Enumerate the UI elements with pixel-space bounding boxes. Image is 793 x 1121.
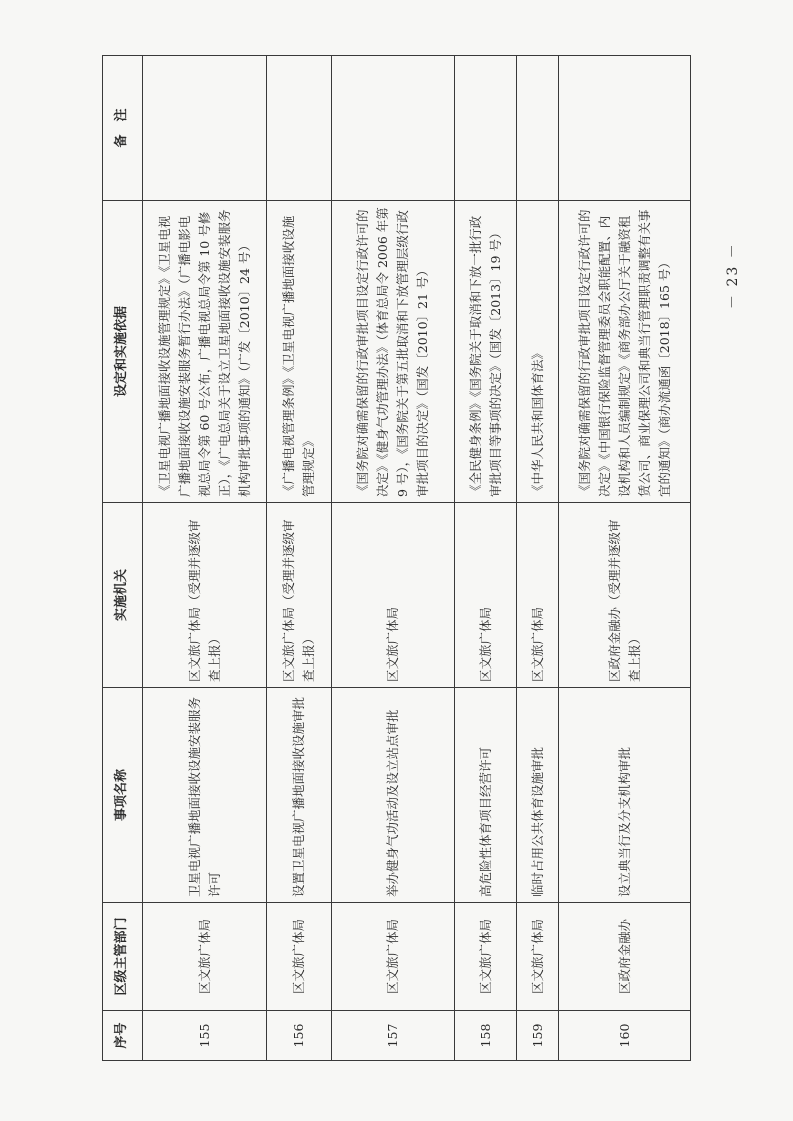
cell-department: 区文旅广体局 <box>517 903 559 1011</box>
cell-item-name: 举办健身气功活动及设立站点审批 <box>332 688 455 903</box>
cell-item-name: 高危险性体育项目经营许可 <box>455 688 517 903</box>
cell-item-name: 卫星电视广播地面接收设施安装服务许可 <box>143 688 267 903</box>
cell-note <box>559 56 691 201</box>
cell-no: 159 <box>517 1011 559 1061</box>
table-header-row <box>103 56 143 1061</box>
cell-note <box>455 56 517 201</box>
cell-basis: 《全民健身条例》《国务院关于取消和下放一批行政审批项目等事项的决定》（国发〔2013〕19 号） <box>455 201 517 503</box>
header-no: 序号 <box>103 1011 143 1061</box>
cell-no: 160 <box>559 1011 691 1061</box>
cell-basis: 《卫星电视广播地面接收设施管理规定》《卫星电视广播地面接收设施安装服务暂行办法》（广播电影电视总局令第 60 号公布，广播电视总局令第 10 号修正），《广电总局关于设立卫星地面接收设施安装服务机构审批事项的通知》（广发〔2010〕24 号） <box>143 201 267 503</box>
cell-note <box>143 56 267 201</box>
cell-basis: 《国务院对确需保留的行政审批项目设定行政许可的决定》《中国银行保险监督管理委员会职能配置、内设机构和人员编制规定》《商务部办公厅关于融资租赁公司、商业保理公司和典当行管理职责调整有关事宜的通知》（商办流通函〔2018〕165 号） <box>559 201 691 503</box>
cell-agency: 区文旅广体局 <box>332 503 455 688</box>
table-row <box>267 56 332 1061</box>
cell-note <box>517 56 559 201</box>
cell-agency: 区文旅广体局（受理并逐级审查上报） <box>267 503 332 688</box>
header-basis: 设定和实施依据 <box>103 201 143 503</box>
cell-department: 区文旅广体局 <box>143 903 267 1011</box>
cell-agency: 区文旅广体局 <box>455 503 517 688</box>
cell-note <box>332 56 455 201</box>
table-row <box>332 56 455 1061</box>
header-item-name: 事项名称 <box>103 688 143 903</box>
cell-no: 156 <box>267 1011 332 1061</box>
cell-no: 155 <box>143 1011 267 1061</box>
cell-agency: 区文旅广体局 <box>517 503 559 688</box>
cell-department: 区文旅广体局 <box>455 903 517 1011</box>
cell-department: 区政府金融办 <box>559 903 691 1011</box>
cell-item-name: 设置卫星电视广播地面接收设施审批 <box>267 688 332 903</box>
cell-no: 157 <box>332 1011 455 1061</box>
table-row <box>517 56 559 1061</box>
table-row <box>143 56 267 1061</box>
cell-agency: 区文旅广体局（受理并逐级审查上报） <box>143 503 267 688</box>
cell-department: 区文旅广体局 <box>267 903 332 1011</box>
header-agency: 实施机关 <box>103 503 143 688</box>
table-row <box>455 56 517 1061</box>
cell-basis: 《国务院对确需保留的行政审批项目设定行政许可的决定》《健身气功管理办法》（体育总局令 2006 年第 9 号），《国务院关于第五批取消和下放管理层级行政审批项目的决定》（国发〔2010〕21 号） <box>332 201 455 503</box>
page-number: － 23 － <box>725 242 741 309</box>
cell-no: 158 <box>455 1011 517 1061</box>
header-department: 区级主管部门 <box>103 903 143 1011</box>
cell-item-name: 临时占用公共体育设施审批 <box>517 688 559 903</box>
approval-items-table <box>102 55 691 1061</box>
cell-basis: 《广播电视管理条例》《卫星电视广播地面接收设施管理规定》 <box>267 201 332 503</box>
table-row <box>559 56 691 1061</box>
cell-department: 区文旅广体局 <box>332 903 455 1011</box>
cell-note <box>267 56 332 201</box>
header-note: 备 注 <box>103 56 143 201</box>
cell-item-name: 设立典当行及分支机构审批 <box>559 688 691 903</box>
cell-agency: 区政府金融办（受理并逐级审查上报） <box>559 503 691 688</box>
cell-basis: 《中华人民共和国体育法》 <box>517 201 559 503</box>
